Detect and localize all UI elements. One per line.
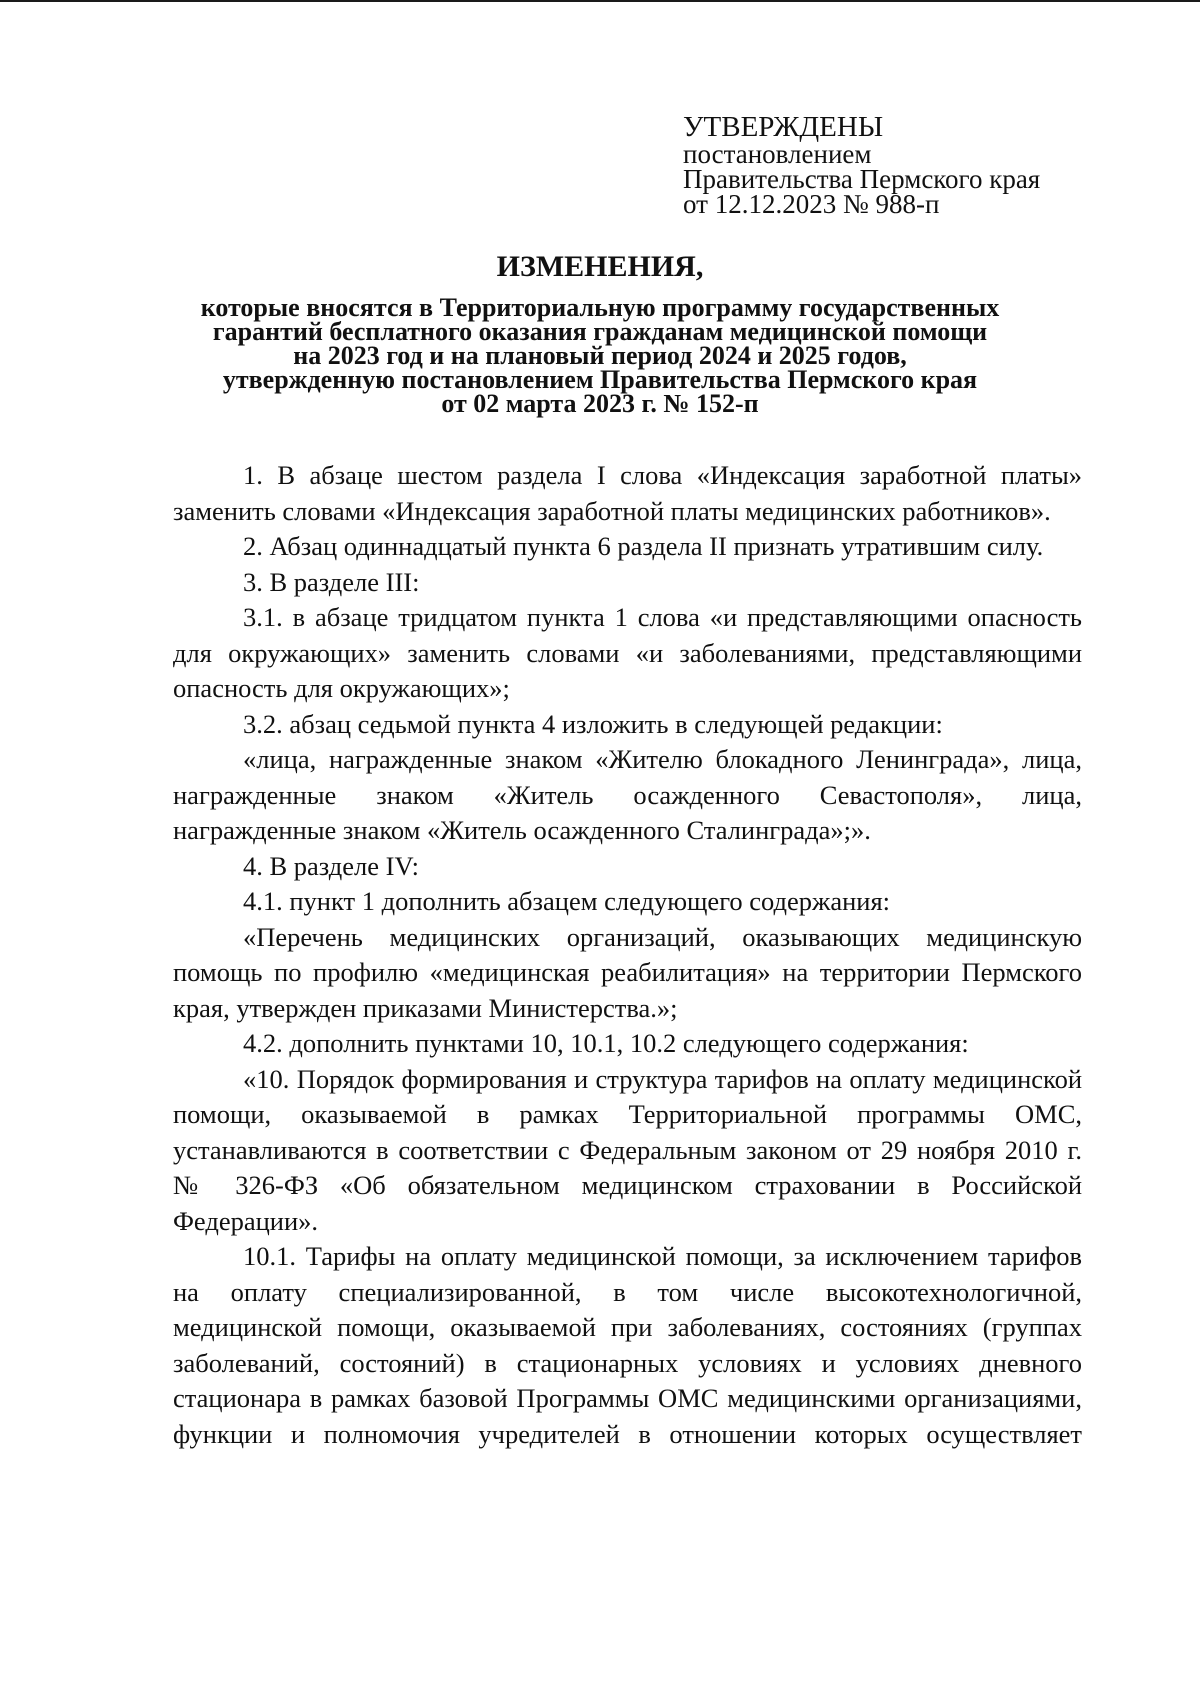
paragraph: «Перечень медицинских организаций, оказывающих медицинскую помощь по профилю «медицинская реабилитация» на территории Пермского края, утвержден приказами Министерства.»;: [173, 921, 1082, 1023]
paragraph: 3.1. в абзаце тридцатом пункта 1 слова «и представляющими опасность для окружающих» заменить словами «и заболеваниями, представляющими опасность для окружающих»;: [173, 602, 1082, 703]
paragraph: 4. В разделе IV:: [243, 850, 420, 881]
approval-line: постановлением: [683, 139, 872, 169]
approval-date-number: от 12.12.2023 № 988-п: [683, 189, 940, 219]
subtitle-line: от 02 марта 2023 г. № 152-п: [441, 389, 759, 418]
document-body: [173, 458, 1082, 1452]
subtitle-line: которые вносятся в Территориальную программу государственных: [200, 293, 1000, 322]
document-subtitle: [150, 293, 1050, 418]
paragraph: 4.2. дополнить пунктами 10, 10.1, 10.2 следующего содержания:: [243, 1028, 969, 1058]
subtitle-line: гарантий бесплатного оказания гражданам медицинской помощи: [212, 317, 988, 346]
paragraph: 4.1. пункт 1 дополнить абзацем следующего содержания:: [243, 886, 891, 916]
approval-heading: УТВЕРЖДЕНЫ: [683, 111, 884, 143]
approval-stamp: [683, 112, 1103, 217]
document-title: ИЗМЕНЕНИЯ,: [496, 250, 704, 283]
approval-line: Правительства Пермского края: [683, 164, 1041, 194]
paragraph: «10. Порядок формирования и структура тарифов на оплату медицинской помощи, оказываемой в рамках Территориальной программы ОМС, устанавливаются в соответствии с Федеральным законом от 29 ноября 2010 г. № 326-ФЗ «Об обязательном медицинском страховании в Российской Федерации».: [173, 1063, 1082, 1236]
subtitle-line: утвержденную постановлением Правительства Пермского края: [222, 365, 978, 394]
paragraph: «лица, награжденные знаком «Жителю блокадного Ленинграда», лица, награжденные знаком «Житель осажденного Севастополя», лица, награжденные знаком «Житель осажденного Сталинграда»;».: [173, 744, 1082, 845]
subtitle-line: на 2023 год и на плановый период 2024 и 2025 годов,: [293, 341, 907, 370]
paragraph: 3. В разделе III:: [243, 566, 420, 597]
paragraph: 1. В абзаце шестом раздела I слова «Индексация заработной платы» заменить словами «Индексация заработной платы медицинских работников».: [173, 460, 1082, 526]
paragraph: 3.2. абзац седьмой пункта 4 изложить в следующей редакции:: [243, 708, 943, 739]
page-top-edge: [0, 0, 1200, 2]
paragraph: 2. Абзац одиннадцатый пункта 6 раздела II признать утратившим силу.: [243, 531, 1044, 561]
paragraph: 10.1. Тарифы на оплату медицинской помощи, за исключением тарифов на оплату специализированной, в том числе высокотехнологичной, медицинской помощи, оказываемой при заболеваниях, состояниях (группах заболеваний, состояний) в стационарных условиях и условиях дневного стационара в рамках базовой Программы ОМС медицинскими организациями, функции и полномочия учредителей в отношении которых осуществляет: [173, 1241, 1082, 1449]
